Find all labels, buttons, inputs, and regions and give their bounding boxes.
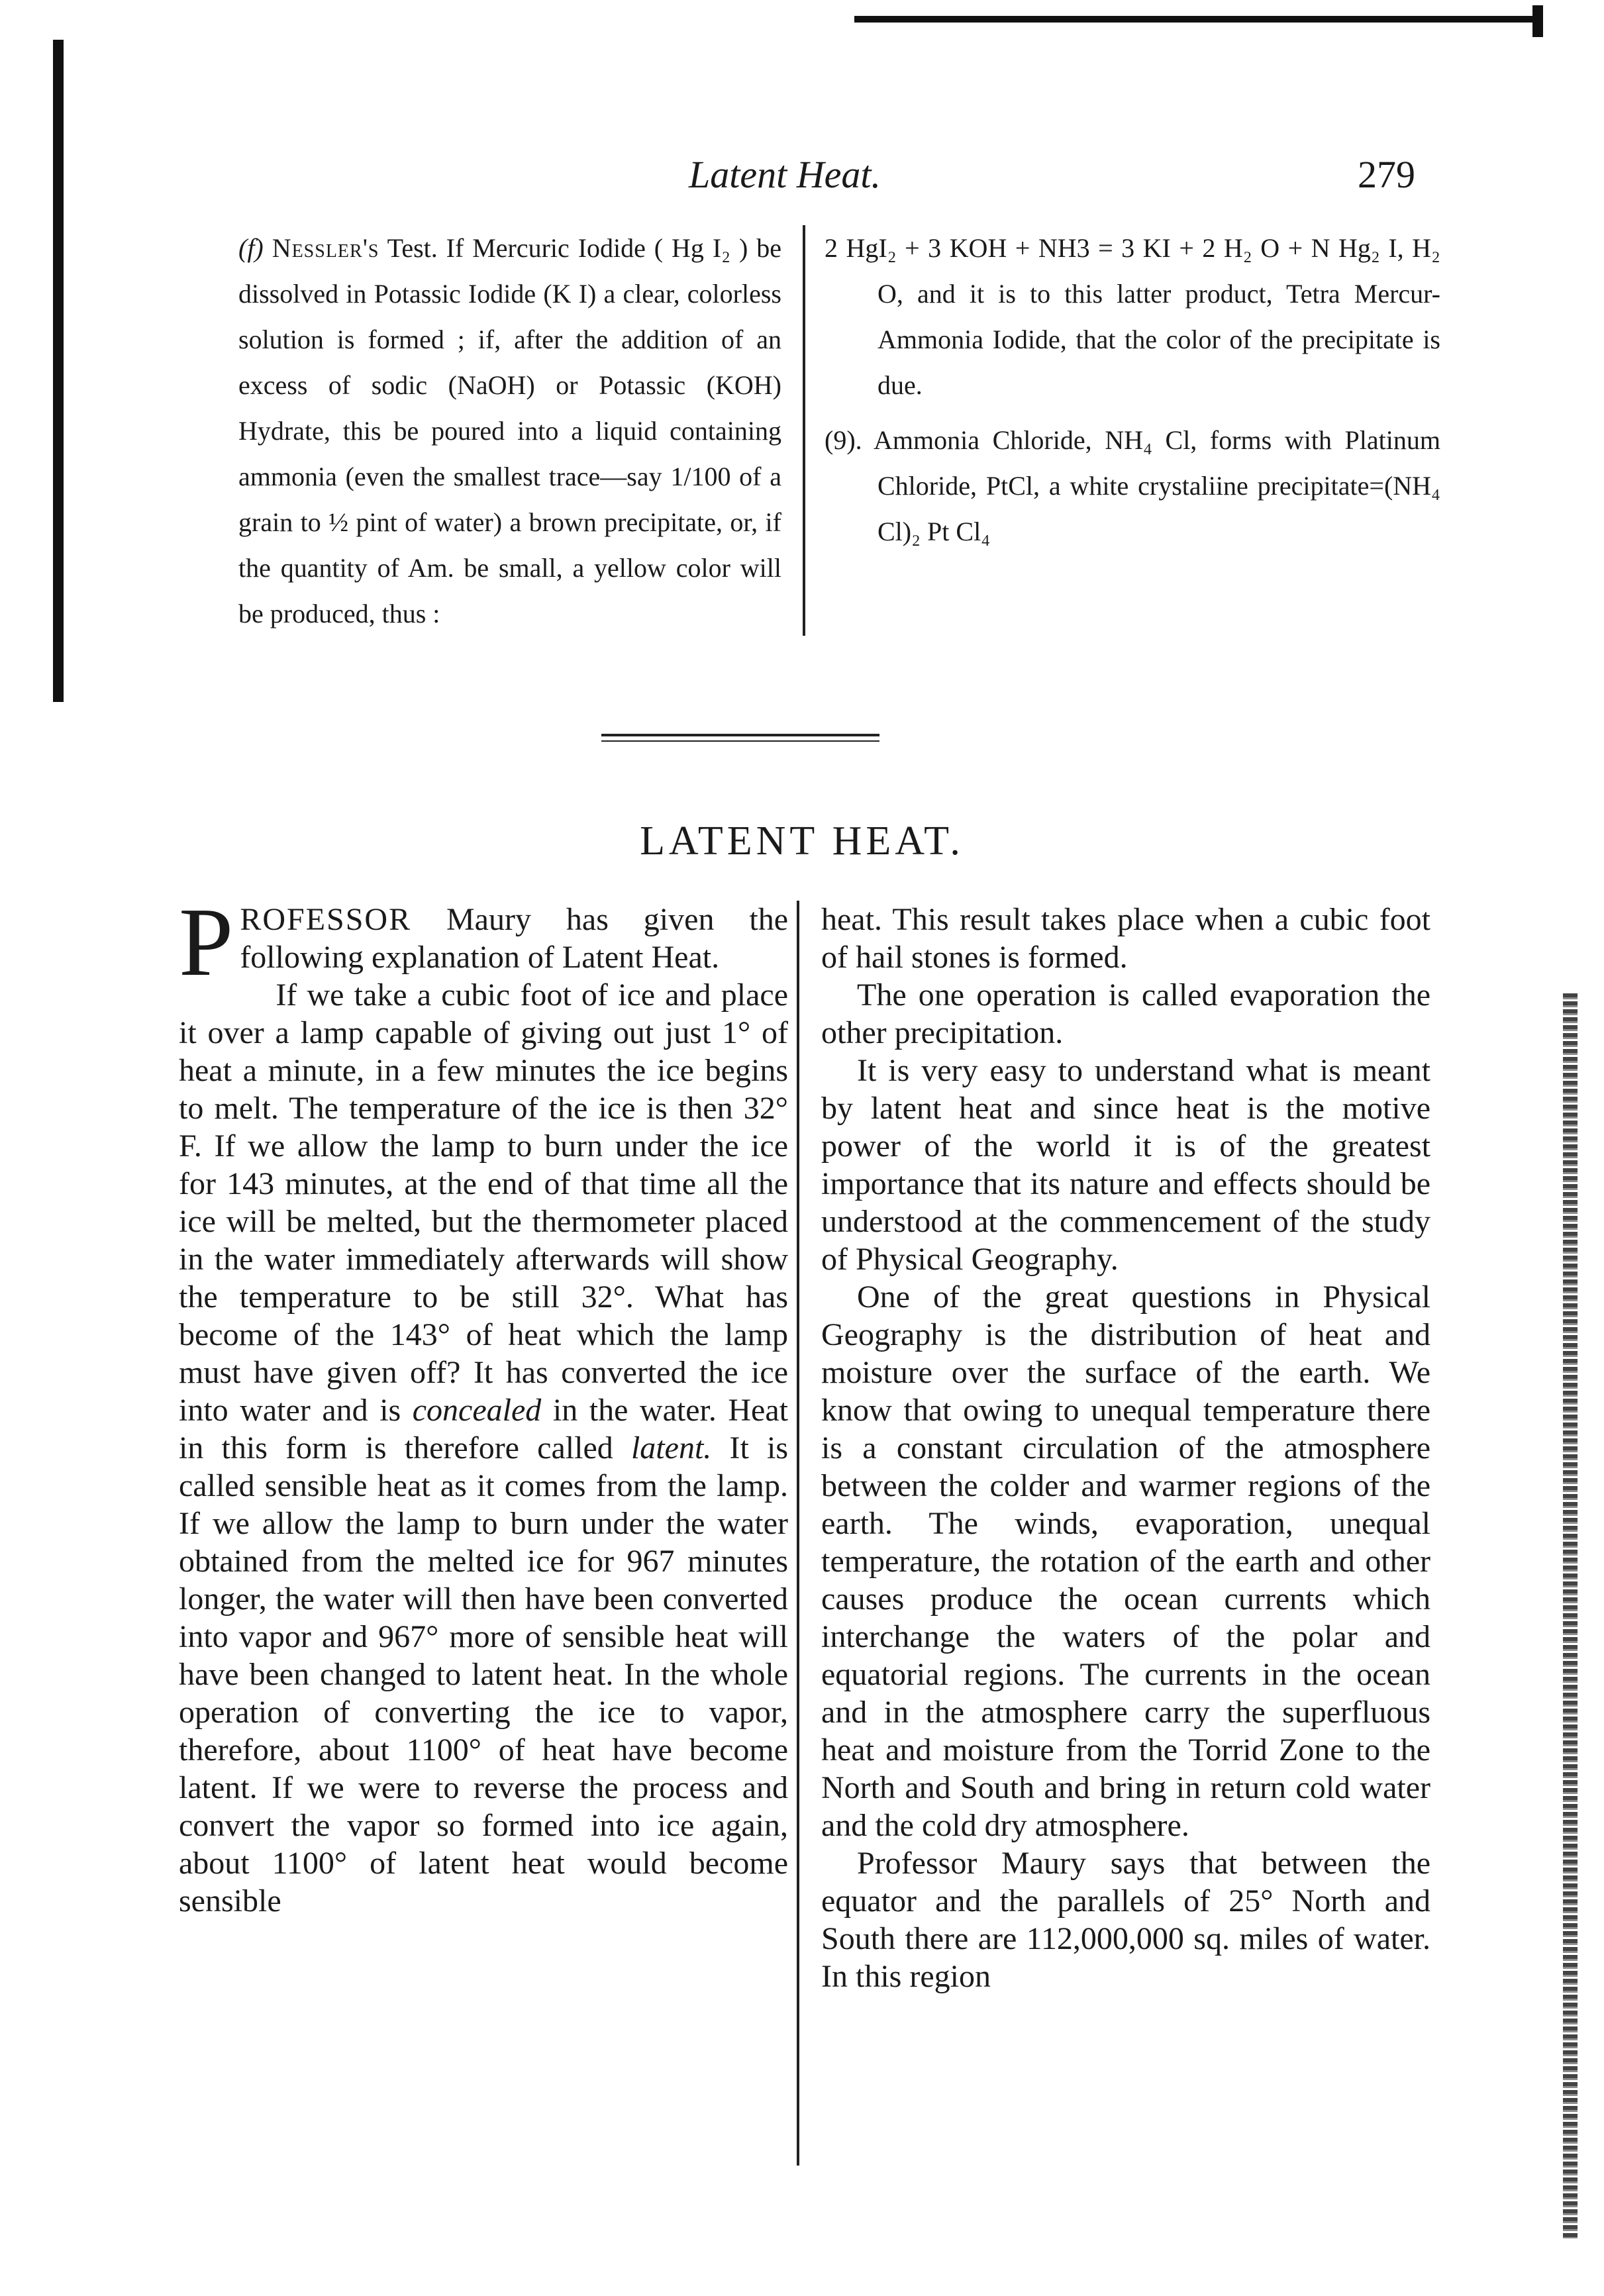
nessler-text: Test. If Mercuric Iodide ( Hg I₂ ) be dissolved in Potassic Iodide (K I) a clear, colorless solution is formed ; if, after the addition of an excess of sodic (NaOH) or Potassic (KOH) Hydrate, this be poured into a liquid containing ammonia (even the smallest trace—say 1/100 of a grain to ½ pint of water) a brown precipitate, or, if the quantity of Am. be small, a yellow color will be produced, thus : xyxy=(238,233,782,628)
ice-experiment-paragraph xyxy=(179,976,788,1920)
page-header xyxy=(0,152,1604,205)
article-title: LATENT HEAT. xyxy=(640,819,964,864)
item-marker: (f) xyxy=(238,233,264,263)
article-right-column xyxy=(821,901,1430,1995)
intro-text: Maury has given the following explanation of Latent Heat. xyxy=(240,902,788,975)
article-left-column xyxy=(179,888,789,1920)
top-right-column xyxy=(825,225,1440,554)
distribution-paragraph: One of the great questions in Physical Geography is the distribution of heat and moisture over the surface of the earth. We know that owing to unequal temperature there is a constant circulation of the atmosphere between the colder and warmer regions of the earth. The winds, evaporation, unequal temperature, the rotation of the earth and other causes produce the ocean currents which interchange the waters of the polar and equatorial regions. The currents in the ocean and in the atmosphere carry the superfluous heat and moisture from the Torrid Zone to the North and South and bring in return cold water and the cold dry atmosphere. xyxy=(821,1279,1430,1843)
nessler-name: Nessler's xyxy=(272,233,379,263)
nessler-test-paragraph xyxy=(238,225,781,636)
intro-caps: ROFESSOR xyxy=(240,902,412,937)
ammonia-chloride-paragraph: (9). Ammonia Chloride, NH₄ Cl, forms with Platinum Chloride, PtCl, a white crystaliine precipitate=(NH₄ Cl)₂ Pt Cl₄ xyxy=(825,425,1440,546)
section-divider-rule xyxy=(601,734,879,736)
intro-paragraph xyxy=(179,888,788,997)
drop-cap: P xyxy=(179,888,234,997)
scan-edge-right xyxy=(1563,993,1578,2238)
running-head: Latent Heat. xyxy=(689,153,881,196)
latent-importance-paragraph: It is very easy to understand what is meant by latent heat and since heat is the motive power of the world it is of the greatest importance that its nature and effects should be understood at the commencement of the study of Physical Geography. xyxy=(821,1053,1430,1277)
evaporation-paragraph: The one operation is called evaporation the other precipitation. xyxy=(821,977,1430,1050)
latent-word: latent. xyxy=(630,1430,712,1466)
column-divider-body xyxy=(797,901,799,2166)
ice-text-a: If we take a cubic foot of ice and place it over a lamp capable of giving out just 1° of heat a minute, in a few minutes the ice begins to melt. The temperature of the ice is then 32° F. If we allow the lamp to burn under the ice for 143 minutes, at the end of that time all the ice will be melted, but the thermometer placed in the water immediately afterwards will show the temperature to be still 32°. What has become of the 143° of heat which the lamp must have given off? It has converted the ice into water and is xyxy=(179,977,788,1428)
maury-statistic-paragraph: Professor Maury says that between the equator and the parallels of 25° North and South there are 112,000,000 sq. miles of water. In this region xyxy=(821,1846,1430,1994)
page-number: 279 xyxy=(1358,153,1415,196)
ice-text-b: in the water. Heat in this form is therefore called xyxy=(179,1393,788,1466)
equation-paragraph: 2 HgI₂ + 3 KOH + NH3 = 3 KI + 2 H₂ O + N Hg₂ I, H₂ O, and it is to this latter product, Tetra Mercur-Ammonia Iodide, that the color of the precipitate is due. xyxy=(825,233,1440,400)
concealed-word: concealed xyxy=(412,1393,542,1428)
top-continuation xyxy=(0,225,1604,649)
column-divider-top xyxy=(803,225,805,636)
ice-experiment-continuation: heat. This result takes place when a cubic foot of hail stones is formed. xyxy=(821,902,1430,975)
scan-edge-top xyxy=(854,5,1543,32)
top-left-column xyxy=(238,225,781,636)
ice-text-c: It is called sensible heat as it comes from the lamp. If we allow the lamp to burn under the water obtained from the melted ice for 967 minutes longer, the water will then have been converted into vapor and 967° more of sensible heat will have been changed to latent heat. In the whole operation of converting the ice to vapor, therefore, about 1100° of heat have become latent. If we were to reverse the process and convert the vapor so formed into ice again, about 1100° of latent heat would become sensible xyxy=(179,1430,789,1919)
